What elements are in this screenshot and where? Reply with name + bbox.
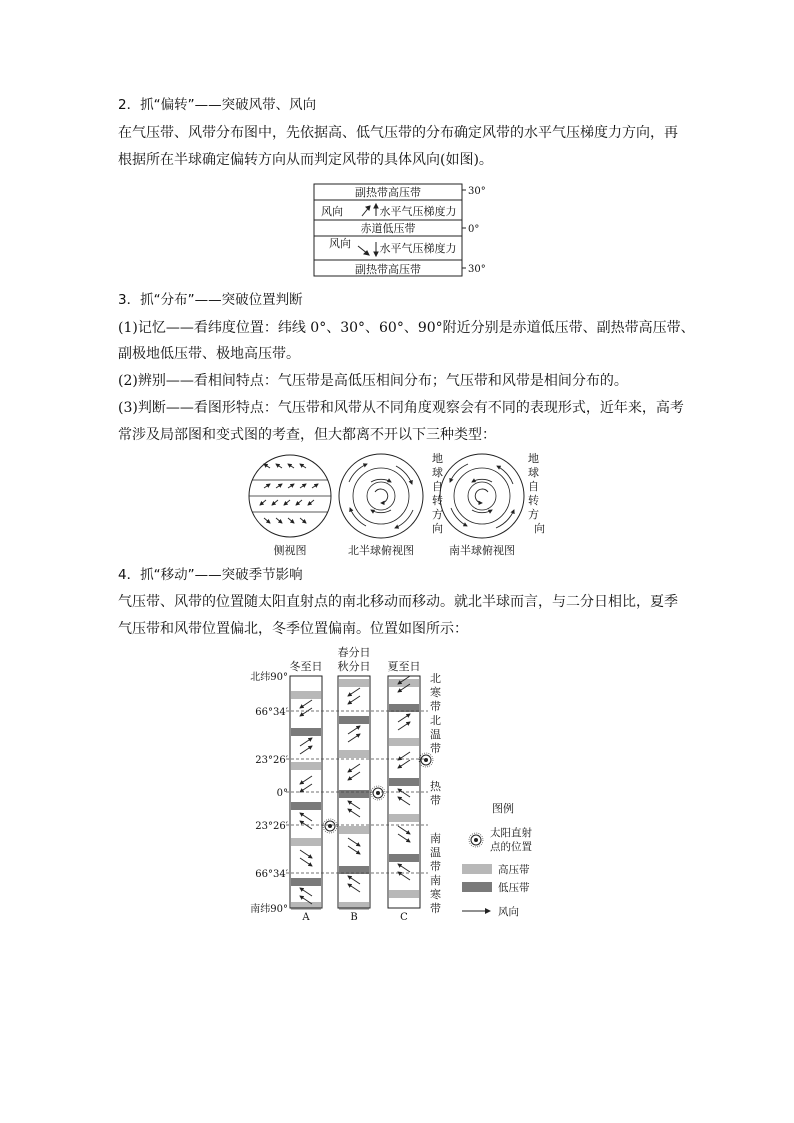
pressure-bands [291,679,419,910]
svg-text:带: 带 [430,700,441,713]
wind-arrow [398,789,410,797]
wind-arrow [348,764,360,772]
legend-high-pressure-label: 高压带 [498,864,530,876]
high-pressure-band [389,890,419,898]
high-pressure-band [389,738,419,746]
latitude-label-66-north: 66°34′ [255,707,288,718]
svg-text:地: 地 [528,452,539,465]
southern-hemisphere-top-view [440,454,524,538]
wind-arrow [300,708,312,716]
deflection-arrows-upper [362,204,378,216]
wind-arrow [348,734,360,742]
legend-sun-label-line-1: 太阳直射 [490,827,532,839]
wind-arrow [398,760,410,768]
column-b-header-line-1: 春分日 [337,646,371,659]
low-pressure-band [339,716,369,724]
wind-direction-label-upper: 风向 [321,205,343,218]
svg-text:球: 球 [432,466,443,479]
latitude-label-0: 0° [276,788,288,799]
svg-text:南: 南 [430,832,441,845]
pressure-gradient-label-upper: 水平气压梯度力 [379,205,457,218]
column-b-header-line-2: 秋分日 [337,660,371,673]
svg-text:温: 温 [430,846,441,859]
legend-title: 图例 [492,802,514,815]
wind-arrow [398,834,410,842]
band-equatorial-low: 赤道低压带 [360,222,416,235]
latitude-label-23-north: 23°26′ [255,755,288,766]
section-2-paragraph-line-1: 在气压带、风带分布图中，先依据高、低气压带的分布确定风带的水平气压梯度力方向，再 [118,125,678,141]
svg-text:北: 北 [430,672,441,685]
low-pressure-band [291,728,321,736]
latitude-label-south-90: 南纬90° [250,904,288,915]
svg-text:带: 带 [430,794,441,807]
section-3-item-3-line-2: 常涉及局部图和变式图的考查，但大都离不开以下三种类型： [118,427,496,443]
high-pressure-band [339,826,369,834]
legend-wind-label: 风向 [498,906,519,918]
section-3-item-3-line-1: (3)判断——看图形特点：气压带和风带从不同角度观察会有不同的表现形式，近年来，高考 [118,400,684,416]
wind-arrow [300,700,312,708]
section-4-paragraph-line-2: 气压带和风带位置偏北，冬季位置偏南。位置如图所示： [118,621,468,637]
latitude-0: 0° [468,224,480,235]
earth-rotation-direction-label-2 [528,452,545,535]
wind-arrow [300,784,312,792]
svg-text:寒: 寒 [430,686,441,699]
section-3-item-2: (2)辨别——看相间特点：气压带是高低压相间分布；气压带和风带是相间分布的。 [118,373,628,389]
wind-arrow [348,838,360,846]
column-letter-c: C [400,912,408,923]
svg-text:自: 自 [528,480,539,493]
svg-text:自: 自 [432,480,443,493]
zone-label-north-cold [430,672,441,713]
svg-text:方: 方 [528,508,539,521]
column-letter-a: A [302,912,310,923]
section-4-heading: 4．抓“移动”——突破季节影响 [118,567,303,583]
svg-text:北: 北 [430,714,441,727]
figure-wind-belt-views [246,452,556,562]
high-pressure-band [339,902,369,910]
zone-label-south-cold [430,874,441,915]
svg-text:带: 带 [430,742,441,755]
legend-sun-icon [469,833,483,847]
wind-arrow [348,876,360,884]
wind-arrow [300,888,312,896]
svg-text:温: 温 [430,728,441,741]
high-pressure-band [291,902,321,910]
figure-seasonal-belt-shift [246,644,558,926]
wind-arrow [398,722,410,730]
pressure-gradient-label-lower: 水平气压梯度力 [379,242,457,255]
wind-arrow [348,772,360,780]
section-3-item-1-line-2: 副极地低压带、极地高压带。 [118,346,300,362]
wind-arrow [398,864,410,872]
low-pressure-band [339,790,369,798]
high-pressure-band [291,691,321,699]
zone-label-south-temperate [430,832,441,873]
legend-low-pressure-swatch [462,882,492,892]
wind-arrow [348,846,360,854]
low-pressure-band [291,878,321,886]
earth-rotation-direction-label-1 [432,452,443,535]
wind-arrow [300,813,312,821]
latitude-30-north: 30° [468,186,486,197]
sun-position-icon-equinox [371,786,385,800]
deflection-arrows-lower [358,242,378,256]
wind-arrow [300,850,312,858]
low-pressure-band [291,802,321,810]
sun-position-icon-summer [419,753,433,767]
svg-text:球: 球 [528,466,539,479]
svg-text:向: 向 [432,522,443,535]
low-pressure-band [389,778,419,786]
section-3-heading: 3．抓“分布”——突破位置判断 [118,292,303,308]
zone-label-tropical [430,779,442,807]
legend-sun-label-line-2: 点的位置 [490,841,532,853]
wind-arrow [398,826,410,834]
side-view-diagram [249,455,331,537]
svg-text:转: 转 [432,494,443,507]
wind-arrow [300,858,312,866]
high-pressure-band [291,762,321,770]
wind-arrow [348,726,360,734]
northern-hemisphere-top-view [339,454,423,538]
section-3-item-1-line-1: (1)记忆——看纬度位置：纬线 0°、30°、60°、90°附近分别是赤道低压带、副热带高压带、 [118,320,695,336]
svg-text:带: 带 [430,902,441,915]
column-letter-b: B [350,912,358,923]
wind-arrow [348,809,360,817]
wind-arrow [398,714,410,722]
caption-side-view: 侧视图 [273,544,307,557]
svg-text:南: 南 [430,874,441,887]
legend-low-pressure-label: 低压带 [498,882,530,894]
latitude-30-south: 30° [468,264,486,275]
zone-label-north-temperate [430,714,441,755]
latitude-label-66-south: 66°34′ [255,869,288,880]
high-pressure-band [339,750,369,758]
caption-southern-top-view: 南半球俯视图 [449,544,515,557]
wind-arrow [398,797,410,805]
wind-arrow [300,746,312,754]
wind-arrow [348,688,360,696]
svg-text:方: 方 [432,508,443,521]
band-subtropical-high-north: 副热带高压带 [355,186,421,199]
wind-arrow [348,801,360,809]
section-2-heading: 2．抓“偏转”——突破风带、风向 [118,97,317,113]
svg-text:地: 地 [432,452,443,465]
svg-text:转: 转 [528,494,539,507]
latitude-label-north-90: 北纬90° [250,672,288,683]
svg-text:寒: 寒 [430,888,441,901]
legend-high-pressure-swatch [462,864,492,874]
svg-text:带: 带 [430,860,441,873]
column-c-header: 夏至日 [387,660,421,673]
figure-pressure-gradient-deflection [300,180,500,280]
section-4-paragraph-line-1: 气压带、风带的位置随太阳直射点的南北移动而移动。就北半球而言，与二分日相比，夏季 [118,594,678,610]
wind-direction-label-lower: 风向 [329,237,351,250]
latitude-label-23-south: 23°26′ [255,821,288,832]
svg-text:热: 热 [430,780,441,793]
column-a-header: 冬至日 [289,660,323,673]
high-pressure-band [291,838,321,846]
high-pressure-band [339,679,369,687]
wind-arrow [348,696,360,704]
high-pressure-band [389,814,419,822]
wind-arrow [300,738,312,746]
wind-arrow [348,884,360,892]
section-2-paragraph-line-2: 根据所在半球确定偏转方向从而判定风带的具体风向(如图)。 [118,152,493,168]
low-pressure-band [389,854,419,862]
wind-arrow [300,776,312,784]
svg-text:向: 向 [534,522,545,535]
sun-position-icon-winter [323,819,337,833]
caption-northern-top-view: 北半球俯视图 [348,544,414,557]
band-subtropical-high-south: 副热带高压带 [355,263,421,276]
